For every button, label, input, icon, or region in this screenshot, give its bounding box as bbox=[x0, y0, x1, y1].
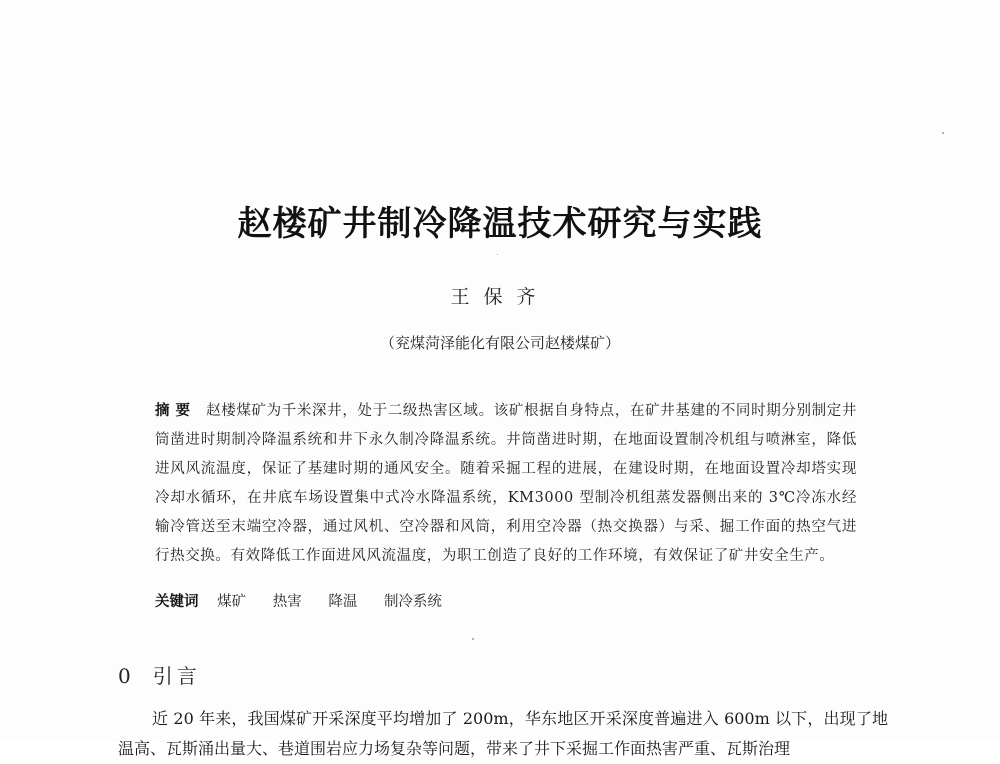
section-number: 0 bbox=[118, 664, 131, 688]
keyword-item: 煤矿 bbox=[217, 594, 247, 610]
author-name: 王保齐 bbox=[450, 286, 550, 308]
keywords-label: 关键词 bbox=[155, 593, 199, 610]
keywords bbox=[155, 590, 857, 611]
section-title: 引言 bbox=[152, 664, 201, 688]
paper-title: 赵楼矿井制冷降温技术研究与实践 bbox=[237, 204, 763, 244]
abstract bbox=[155, 396, 857, 571]
abstract-text: 赵楼煤矿为千米深井，处于二级热害区域。该矿根据自身特点，在矿井基建的不同时期分别制定井筒凿进时期制冷降温系统和井下永久制冷降温系统。井筒凿进时期，在地面设置制冷机组与喷淋室，降低进风风流温度，保证了基建时期的通风安全。随着采掘工程的进展，在建设时期，在地面设置冷却塔实现冷却水循环，在井底车场设置集中式冷水降温系统，KM3000 型制冷机组蒸发器侧出来的 3℃冷冻水经输冷管送至末端空冷器，通过风机、空冷器和风筒，利用空冷器（热交换器）与采、掘工作面的热空气进行热交换。有效降低工作面进风风流温度，为职工创造了良好的工作环境，有效保证了矿井安全生产。 bbox=[155, 403, 857, 564]
keyword-item: 制冷系统 bbox=[383, 594, 442, 610]
section-heading bbox=[118, 660, 201, 689]
body-paragraph: 近 20 年来，我国煤矿开采深度平均增加了 200m，华东地区开采深度普遍进入 600m 以下，出现了地温高、瓦斯涌出量大、巷道围岩应力场复杂等问题，带来了井下采掘工作面热害严重、瓦斯治理 bbox=[118, 709, 888, 758]
scan-speck bbox=[942, 132, 944, 134]
keyword-item: 热害 bbox=[272, 594, 302, 610]
author-affiliation: （兖煤菏泽能化有限公司赵楼煤矿） bbox=[379, 334, 620, 352]
abstract-label: 摘要 bbox=[155, 402, 197, 419]
keyword-item: 降温 bbox=[328, 594, 358, 610]
scan-speck bbox=[497, 254, 498, 255]
scan-speck bbox=[472, 638, 474, 640]
